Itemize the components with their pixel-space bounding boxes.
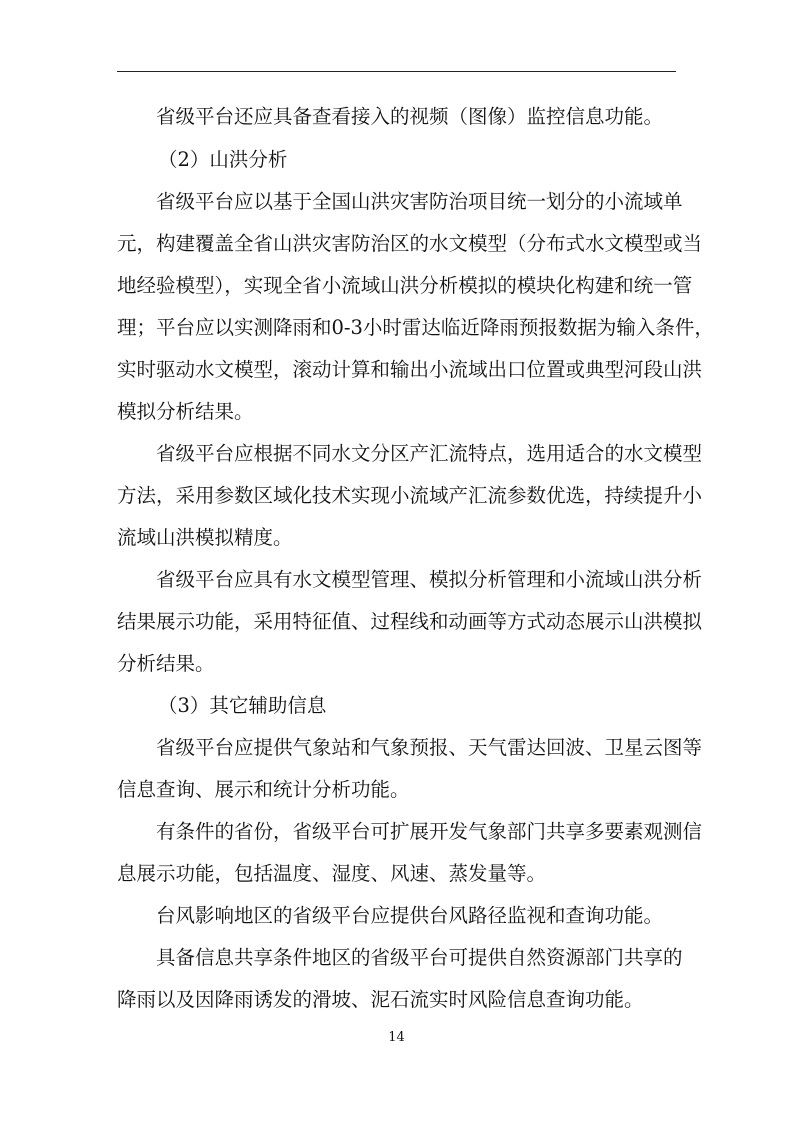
- paragraph-line: 降雨以及因降雨诱发的滑坡、泥石流实时风险信息查询功能。: [117, 988, 644, 1011]
- paragraph-line: 方法，采用参数区域化技术实现小流域产汇流参数优选，持续提升小: [117, 484, 703, 507]
- header-rule: [117, 71, 676, 72]
- paragraph-line: 省级平台应根据不同水文分区产汇流特点，选用适合的水文模型: [156, 442, 703, 465]
- section-heading-other-auxiliary-info: （3）其它辅助信息: [158, 694, 327, 717]
- paragraph-line: 地经验模型），实现全省小流域山洪分析模拟的模块化构建和统一管: [117, 274, 693, 297]
- paragraph-line: 理；平台应以实测降雨和0-3小时雷达临近降雨预报数据为输入条件，: [117, 316, 714, 339]
- paragraph-line: 具备信息共享条件地区的省级平台可提供自然资源部门共享的: [156, 946, 683, 969]
- paragraph-line: 模拟分析结果。: [117, 400, 254, 423]
- paragraph-line: 省级平台应具有水文模型管理、模拟分析管理和小流域山洪分析: [156, 568, 703, 591]
- paragraph-line: 省级平台应以基于全国山洪灾害防治项目统一划分的小流域单: [156, 190, 683, 213]
- paragraph-line: 流域山洪模拟精度。: [117, 526, 293, 549]
- paragraph-line: 结果展示功能，采用特征值、过程线和动画等方式动态展示山洪模拟: [117, 610, 703, 633]
- paragraph-line: 省级平台应提供气象站和气象预报、天气雷达回波、卫星云图等: [156, 736, 703, 759]
- paragraph-line: 有条件的省份，省级平台可扩展开发气象部门共享多要素观测信: [156, 820, 703, 843]
- paragraph-line: 分析结果。: [117, 652, 215, 675]
- page-number: 14: [388, 1030, 405, 1045]
- paragraph-line: 台风影响地区的省级平台应提供台风路径监视和查询功能。: [156, 904, 664, 927]
- paragraph-line: 息展示功能，包括温度、湿度、风速、蒸发量等。: [117, 862, 547, 885]
- paragraph-line: 省级平台还应具备查看接入的视频（图像）监控信息功能。: [156, 105, 664, 128]
- paragraph-line: 实时驱动水文模型，滚动计算和输出小流域出口位置或典型河段山洪: [117, 358, 703, 381]
- paragraph-line: 元，构建覆盖全省山洪灾害防治区的水文模型（分布式水文模型或当: [117, 232, 703, 255]
- paragraph-line: 信息查询、展示和统计分析功能。: [117, 778, 410, 801]
- section-heading-mountain-flood-analysis: （2）山洪分析: [158, 148, 288, 171]
